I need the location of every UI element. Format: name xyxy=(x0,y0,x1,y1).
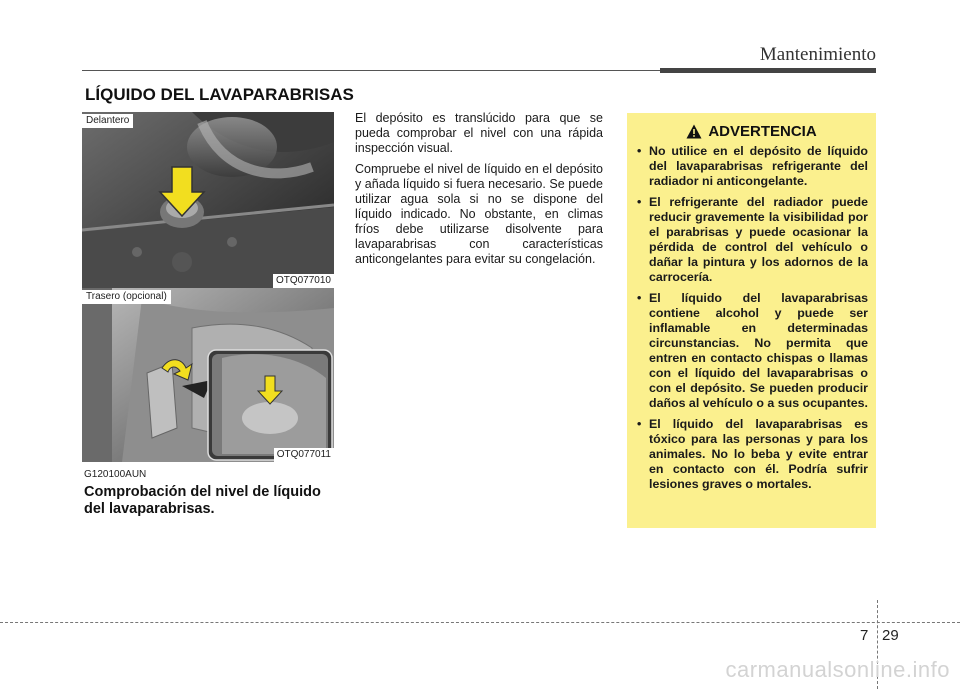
watermark: carmanualsonline.info xyxy=(725,657,950,682)
photo-front-reservoir xyxy=(82,112,334,288)
warning-item: • No utilice en el depósito de líquido del lavaparabrisas refrigerante del radiador ni anticongelante. xyxy=(635,144,868,189)
warning-list xyxy=(635,144,868,492)
section-code: G120100AUN xyxy=(84,469,147,480)
page-title: LÍQUIDO DEL LAVAPARABRISAS xyxy=(85,85,354,104)
photo-rear-reservoir xyxy=(82,288,334,462)
warning-box xyxy=(627,113,876,528)
page-number: 29 xyxy=(882,627,899,644)
cargo-area-illustration xyxy=(82,288,334,462)
photo-code-front: OTQ077010 xyxy=(273,274,334,288)
warning-item: • El líquido del lavaparabrisas es tóxico para las personas y para los animales. No lo beba y evite entrar en contacto con él. Podría sufrir lesiones graves o mortales. xyxy=(635,417,868,492)
photo-label-rear: Trasero (opcional) xyxy=(82,290,171,304)
subheading: Comprobación del nivel de líquido del lavaparabrisas. xyxy=(84,484,321,517)
warning-triangle-icon xyxy=(686,124,702,139)
warning-header xyxy=(635,123,868,140)
body-paragraph: El depósito es translúcido para que se pueda comprobar el nivel con una rápida inspección visual. xyxy=(355,111,603,155)
engine-bay-illustration xyxy=(82,112,334,288)
warning-title: ADVERTENCIA xyxy=(708,123,817,140)
photo-label-front: Delantero xyxy=(82,114,133,128)
warning-item: • El refrigerante del radiador puede reducir gravemente la visibilidad por el parabrisas y puede ocasionar la pérdida de control del vehículo o dañar la pintura y los adornos de la carrocería. xyxy=(635,195,868,285)
body-text xyxy=(355,111,603,273)
photo-code-rear: OTQ077011 xyxy=(274,448,334,462)
footer-rule xyxy=(0,622,960,623)
chapter-number: 7 xyxy=(860,627,869,644)
header-section-title: Mantenimiento xyxy=(759,44,876,65)
body-paragraph: Compruebe el nivel de líquido en el depósito y añada líquido si fuera necesario. Se puede utilizar agua sola si no se dispone del líquido indicado. No obstante, en climas fríos debe utilizarse disolvente para lavaparabrisas con características anticongelantes para evitar su congelación. xyxy=(355,162,603,266)
header-accent-bar xyxy=(660,68,876,73)
warning-item: • El líquido del lavaparabrisas contiene alcohol y puede ser inflamable en determinadas circunstancias. No permita que entren en contacto chispas o llamas con el líquido del lavaparabrisas o con el depósito. Se pueden producir daños al vehículo o a sus ocupantes. xyxy=(635,291,868,411)
